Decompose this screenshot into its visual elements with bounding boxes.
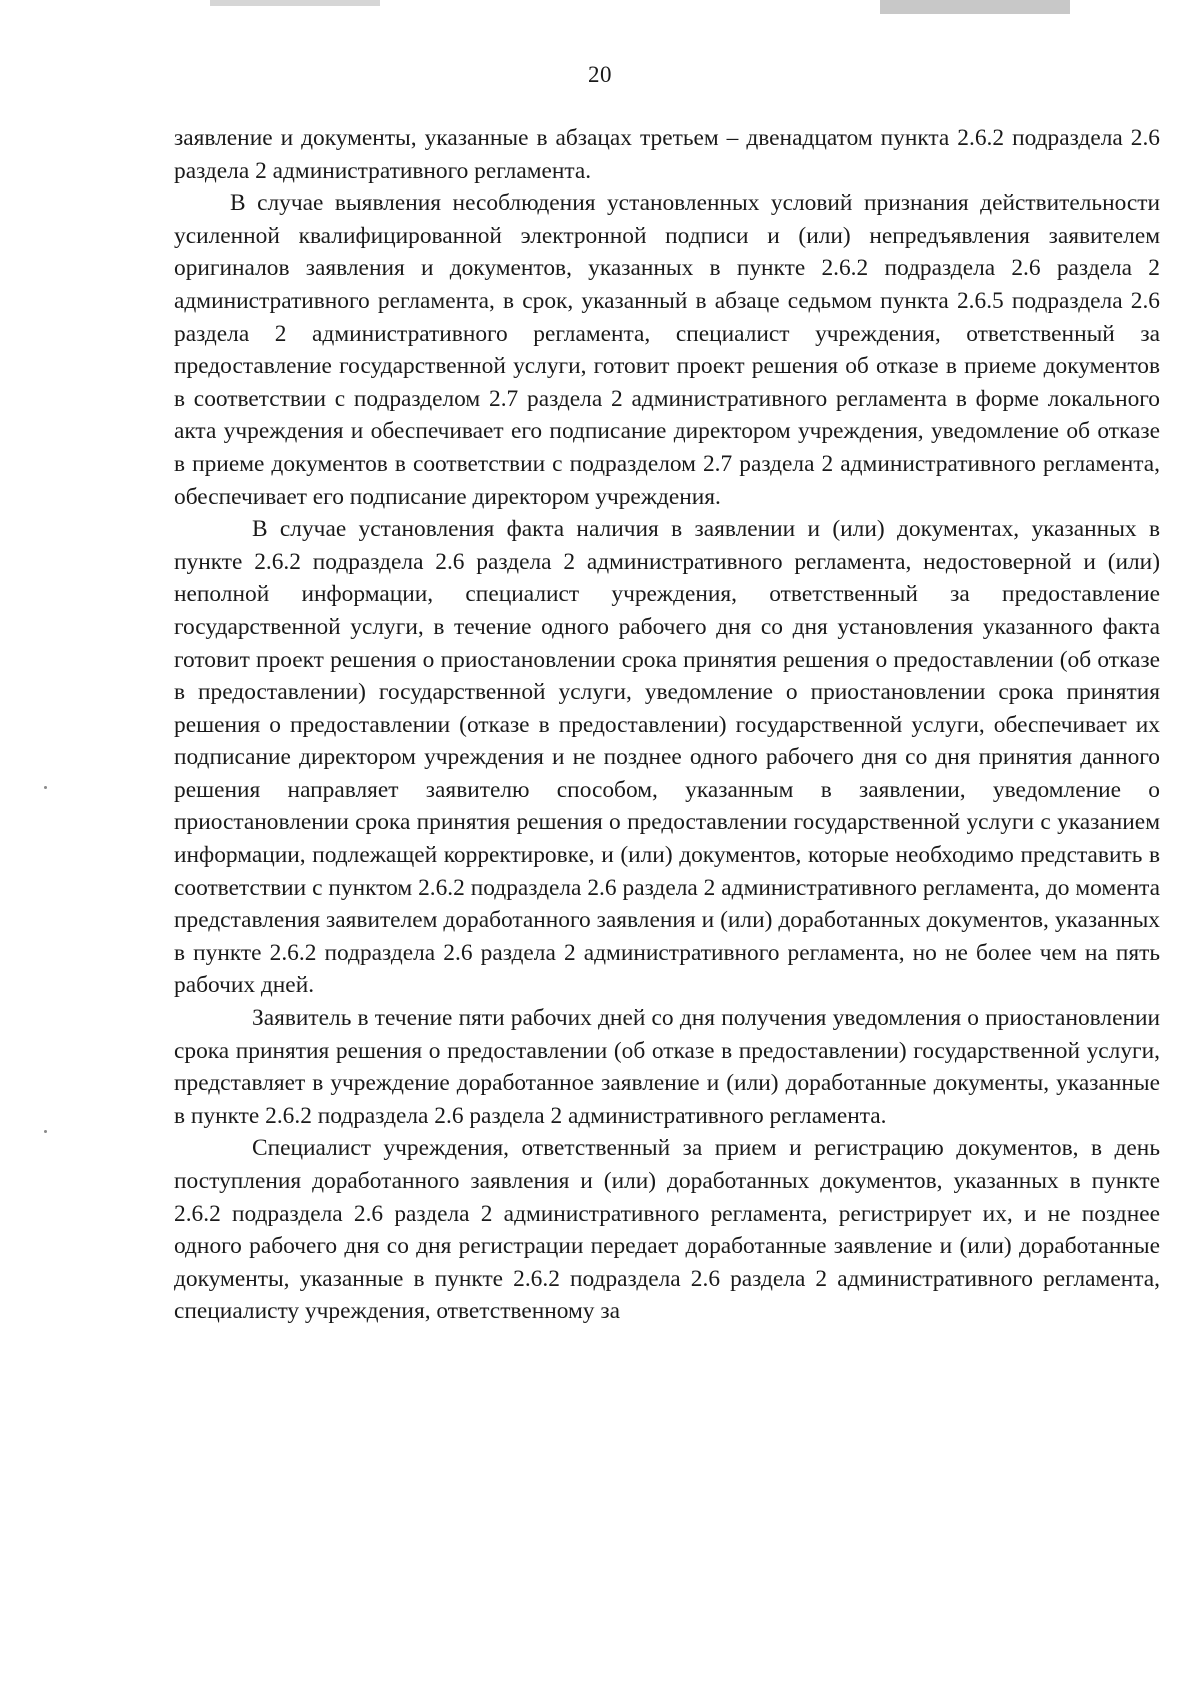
paragraph-3: В случае установления факта наличия в заявлении и (или) документах, указанных в пункте 2.6.2 подраздела 2.6 раздела 2 административного регламента, недостоверной и (или) неполной информации, специалист учреждения, ответственный за предоставление государственной услуги, в течение одного рабочего дня со дня установления указанного факта готовит проект решения о приостановлении срока принятия решения о предоставлении (об отказе в предоставлении) государственной услуги, уведомление о приостановлении срока принятия решения о предоставлении (отказе в предоставлении) государственной услуги, обеспечивает их подписание директором учреждения и не позднее одного рабочего дня со дня принятия данного решения направляет заявителю способом, указанным в заявлении, уведомление о приостановлении срока принятия решения о предоставлении государственной услуги с указанием информации, подлежащей корректировке, и (или) документов, которые необходимо представить в соответствии с пунктом 2.6.2 подраздела 2.6 раздела 2 административного регламента, до момента представления заявителем доработанного заявления и (или) доработанных документов, указанных в пункте 2.6.2 подраздела 2.6 раздела 2 административного регламента, но не более чем на пять рабочих дней.	[174, 516, 1160, 999]
document-body	[174, 122, 1160, 1328]
scan-artifact-left	[210, 0, 380, 6]
paragraph-1: заявление и документы, указанные в абзацах третьем – двенадцатом пункта 2.6.2 подраздела 2.6 раздела 2 административного регламента.	[174, 125, 1160, 184]
scan-dot	[44, 786, 47, 789]
page-number: 20	[588, 62, 612, 87]
paragraph-4: Заявитель в течение пяти рабочих дней со дня получения уведомления о приостановлении срока принятия решения о предоставлении (об отказе в предоставлении) государственной услуги, представляет в учреждение доработанное заявление и (или) доработанные документы, указанные в пункте 2.6.2 подраздела 2.6 раздела 2 административного регламента.	[174, 1005, 1160, 1129]
paragraph-2: В случае выявления несоблюдения установленных условий признания действительности усиленной квалифицированной электронной подписи и (или) непредъявления заявителем оригиналов заявления и документов, указанных в пункте 2.6.2 подраздела 2.6 раздела 2 административного регламента, в срок, указанный в абзаце седьмом пункта 2.6.5 подраздела 2.6 раздела 2 административного регламента, специалист учреждения, ответственный за предоставление государственной услуги, готовит проект решения об отказе в приеме документов в соответствии с подразделом 2.7 раздела 2 административного регламента в форме локального акта учреждения и обеспечивает его подписание директором учреждения, уведомление об отказе в приеме документов в соответствии с подразделом 2.7 раздела 2 административного регламента, обеспечивает его подписание директором учреждения.	[174, 190, 1160, 510]
scan-artifact-right	[880, 0, 1070, 14]
paragraph-5: Специалист учреждения, ответственный за прием и регистрацию документов, в день поступления доработанного заявления и (или) доработанных документов, указанных в пункте 2.6.2 подраздела 2.6 раздела 2 административного регламента, регистрирует их, и не позднее одного рабочего дня со дня регистрации передает доработанные заявление и (или) доработанные документы, указанные в пункте 2.6.2 подраздела 2.6 раздела 2 административного регламента, специалисту учреждения, ответственному за	[174, 1135, 1160, 1325]
scan-dot	[44, 1130, 47, 1133]
